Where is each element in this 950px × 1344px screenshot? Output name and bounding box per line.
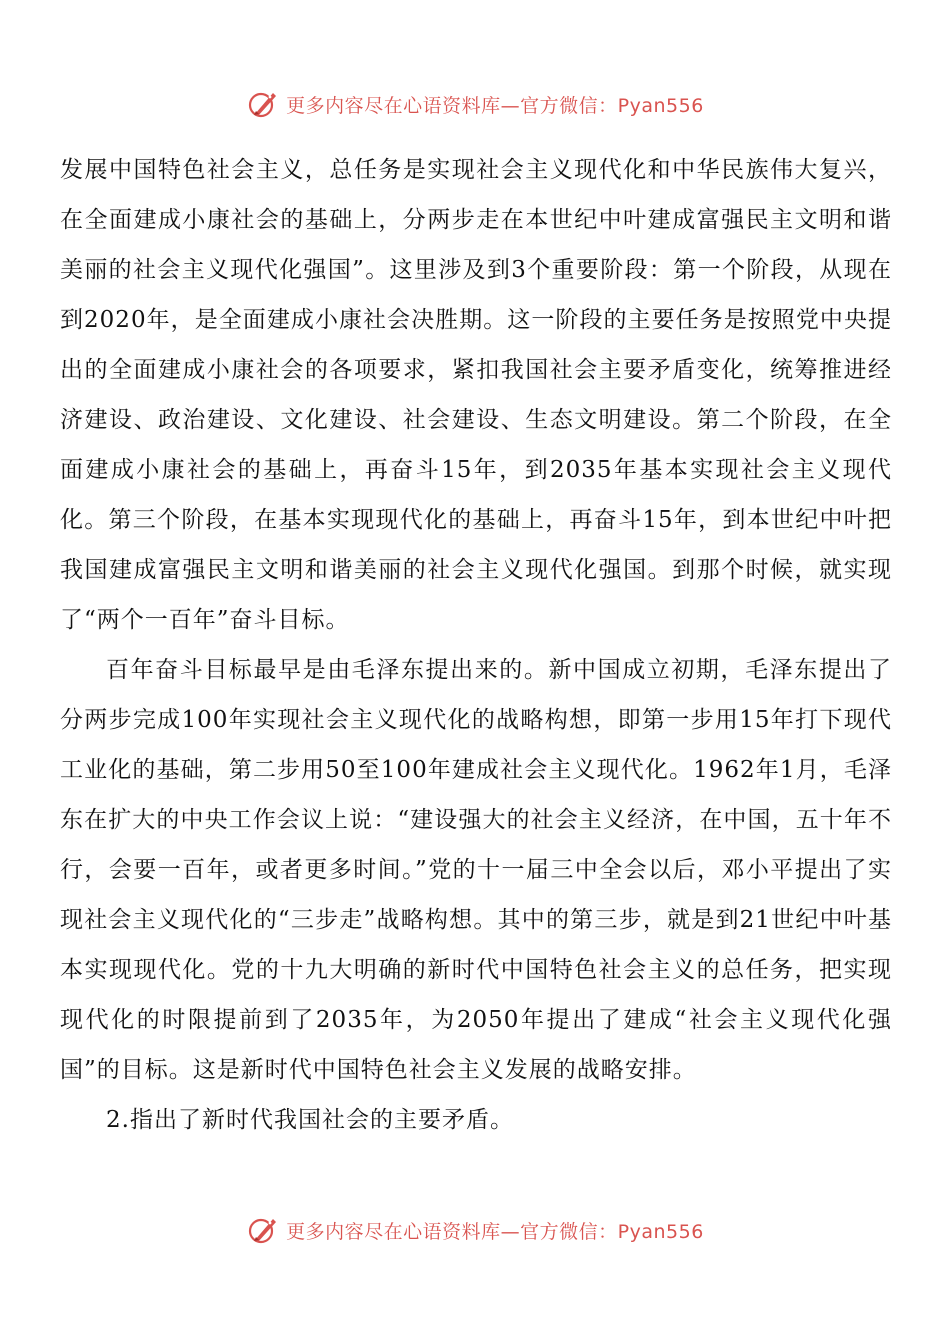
section-heading: 2.指出了新时代我国社会的主要矛盾。 (106, 1107, 514, 1133)
document-body (60, 145, 892, 1145)
header-watermark (0, 84, 950, 124)
footer-banner-text: 更多内容尽在心语资料库—官方微信：Pyan556 (286, 1220, 704, 1243)
pen-nib-logo-icon (246, 1213, 280, 1247)
paragraph-2: 百年奋斗目标最早是由毛泽东提出来的。新中国成立初期，毛泽东提出了分两步完成100年实现社会主义现代化的战略构想，即第一步用15年打下现代工业化的基础，第二步用50至100年建成社会主义现代化。1962年1月，毛泽东在扩大的中央工作会议上说：“建设强大的社会主义经济，在中国，五十年不行，会要一百年，或者更多时间。”党的十一届三中全会以后，邓小平提出了实现社会主义现代化的“三步走”战略构想。其中的第三步，就是到21世纪中叶基本实现现代化。党的十九大明确的新时代中国特色社会主义的总任务，把实现现代化的时限提前到了2035年，为2050年提出了建成“社会主义现代化强国”的目标。这是新时代中国特色社会主义发展的战略安排。 (60, 657, 892, 1083)
header-banner-text: 更多内容尽在心语资料库—官方微信：Pyan556 (286, 94, 704, 117)
footer-watermark (0, 1210, 950, 1250)
pen-nib-logo-icon (246, 87, 280, 121)
paragraph-1: 发展中国特色社会主义，总任务是实现社会主义现代化和中华民族伟大复兴，在全面建成小康社会的基础上，分两步走在本世纪中叶建成富强民主文明和谐美丽的社会主义现代化强国”。这里涉及到3个重要阶段：第一个阶段，从现在到2020年，是全面建成小康社会决胜期。这一阶段的主要任务是按照党中央提出的全面建成小康社会的各项要求，紧扣我国社会主要矛盾变化，统筹推进经济建设、政治建设、文化建设、社会建设、生态文明建设。第二个阶段，在全面建成小康社会的基础上，再奋斗15年，到2035年基本实现社会主义现代化。第三个阶段，在基本实现现代化的基础上，再奋斗15年，到本世纪中叶把我国建成富强民主文明和谐美丽的社会主义现代化强国。到那个时候，就实现了“两个一百年”奋斗目标。 (60, 157, 892, 633)
